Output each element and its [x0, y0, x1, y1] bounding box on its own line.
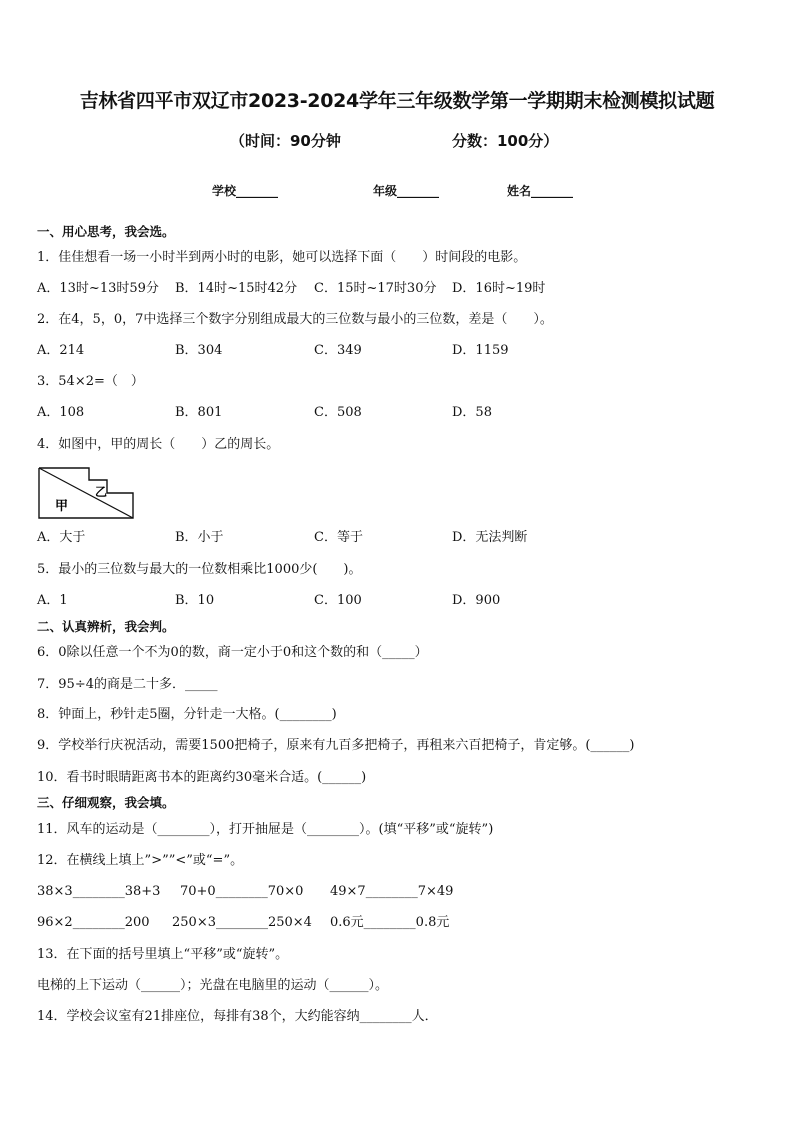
question-3: 3．54×2=（ ） [37, 374, 144, 389]
section-heading-1: 一、用心思考，我会选。 [37, 224, 175, 239]
question-6: 6．0除以任意一个不为0的数，商一定小于0和这个数的和（_____） [37, 645, 428, 660]
name-field: 姓名_______ [507, 184, 574, 198]
figure-label-jia: 甲 [55, 499, 69, 514]
exam-time: （时间：90分钟 [230, 132, 341, 150]
compare-item: 49×7________7×49 [330, 884, 454, 899]
q1-option-d: D．16时~19时 [452, 281, 546, 296]
perimeter-figure [37, 466, 137, 520]
question-11: 11．风车的运动是（________），打开抽屉是（________）。(填“平移”或“旋转”) [37, 822, 494, 837]
compare-item: 96×2________200 [37, 915, 150, 930]
question-9: 9．学校举行庆祝活动，需要1500把椅子，原来有九百多把椅子，再租来六百把椅子，肯定够。(______) [37, 738, 635, 753]
question-7: 7．95÷4的商是二十多．_____ [37, 677, 218, 692]
q5-option-a: A．1 [37, 593, 68, 608]
q4-option-a: A．大于 [37, 530, 86, 545]
q2-option-d: D．1159 [452, 343, 509, 358]
figure-label-yi: 乙 [95, 485, 108, 499]
section-heading-2: 二、认真辨析，我会判。 [37, 619, 175, 634]
q5-option-c: C．100 [314, 593, 362, 608]
exam-title: 吉林省四平市双辽市2023-2024学年三年级数学第一学期期末检测模拟试题 [79, 90, 715, 112]
question-5: 5．最小的三位数与最大的一位数相乘比1000少( )。 [37, 562, 362, 577]
q2-option-b: B．304 [175, 343, 223, 358]
q3-option-a: A．108 [37, 405, 85, 420]
question-14: 14．学校会议室有21排座位，每排有38个，大约能容纳________人． [37, 1009, 438, 1024]
grade-field: 年级_______ [373, 184, 440, 198]
q1-option-a: A．13时~13时59分 [37, 281, 159, 296]
q1-option-c: C．15时~17时30分 [314, 281, 437, 296]
school-field: 学校_______ [212, 184, 279, 198]
q2-option-c: C．349 [314, 343, 362, 358]
question-12: 12．在横线上填上”>””<”或“=”。 [37, 853, 244, 868]
q5-option-b: B．10 [175, 593, 215, 608]
compare-item: 0.6元________0.8元 [330, 915, 450, 930]
q4-option-d: D．无法判断 [452, 530, 528, 545]
q4-option-b: B．小于 [175, 530, 224, 545]
q4-option-c: C．等于 [314, 530, 363, 545]
q3-option-b: B．801 [175, 405, 223, 420]
q2-option-a: A．214 [37, 343, 85, 358]
q1-option-b: B．14时~15时42分 [175, 281, 298, 296]
question-8: 8．钟面上，秒针走5圈，分针走一大格。(________) [37, 707, 337, 722]
question-2: 2．在4，5，0，7中选择三个数字分别组成最大的三位数与最小的三位数，差是（ ）。 [37, 312, 553, 327]
question-1: 1．佳佳想看一场一小时半到两小时的电影，她可以选择下面（ ）时间段的电影。 [37, 250, 527, 265]
question-13: 13．在下面的括号里填上“平移”或“旋转”。 [37, 947, 289, 962]
section-heading-3: 三、仔细观察，我会填。 [37, 795, 175, 810]
question-4: 4．如图中，甲的周长（ ）乙的周长。 [37, 437, 280, 452]
compare-item: 250×3________250×4 [172, 915, 312, 930]
exam-score: 分数：100分） [452, 132, 559, 150]
question-13-line: 电梯的上下运动（______）；光盘在电脑里的运动（______）。 [37, 978, 389, 993]
q3-option-c: C．508 [314, 405, 362, 420]
q3-option-d: D．58 [452, 405, 492, 420]
question-10: 10．看书时眼睛距离书本的距离约30毫米合适。(______) [37, 770, 367, 785]
compare-item: 70+0________70×0 [180, 884, 304, 899]
compare-item: 38×3________38+3 [37, 884, 161, 899]
q5-option-d: D．900 [452, 593, 501, 608]
